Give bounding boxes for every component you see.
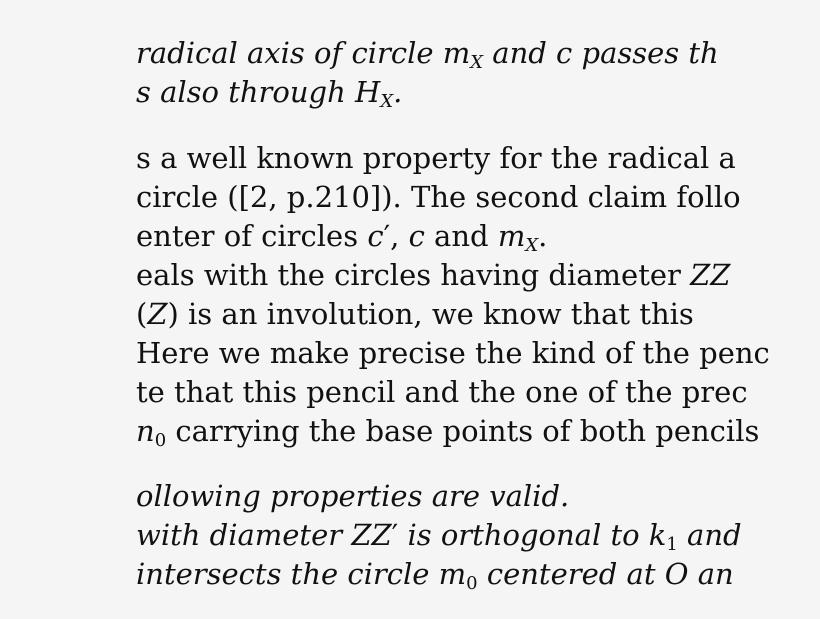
math-symbol: $n_0$ — [136, 414, 167, 451]
text-line — [136, 297, 694, 331]
text-run: enter of circles — [136, 219, 368, 253]
text-run: centered at — [477, 557, 665, 591]
math-symbol: ZZ — [690, 258, 731, 292]
text-run: and — [483, 36, 557, 70]
math-symbol: $m_X$ — [497, 219, 539, 256]
text-run: an — [688, 557, 734, 591]
text-run: is orthogonal to — [398, 518, 649, 552]
text-line — [136, 219, 548, 256]
text-run: . — [538, 219, 548, 253]
text-line — [136, 414, 760, 451]
text-run: and — [424, 219, 498, 253]
math-symbol: $H_X$ — [355, 75, 394, 112]
text-line — [136, 258, 730, 292]
text-run: s also through — [136, 75, 356, 109]
text-excerpt — [136, 32, 770, 594]
math-symbol: $m_X$ — [442, 36, 484, 73]
text-line: Here we make precise the kind of the penc — [136, 336, 770, 370]
text-line — [136, 36, 719, 73]
math-symbol: ZZ′ — [351, 518, 399, 552]
math-symbol: O — [664, 557, 689, 591]
math-symbol: c — [408, 219, 425, 253]
text-line: s a well known property for the radical a — [136, 141, 736, 175]
math-symbol: $m_0$ — [438, 557, 478, 594]
text-run: ( — [136, 297, 148, 331]
text-line: ollowing properties are valid. — [136, 479, 570, 513]
text-run: , — [390, 219, 409, 253]
text-run: with diameter — [136, 518, 352, 552]
text-run: eals with the circles having diameter — [136, 258, 691, 292]
text-run: radical axis of circle — [136, 36, 443, 70]
text-run: passes th — [572, 36, 719, 70]
math-symbol: c′ — [367, 219, 391, 253]
text-run: is an involution, we know that this — [178, 297, 694, 331]
text-line — [136, 75, 403, 112]
text-line — [136, 557, 734, 594]
math-symbol: c — [556, 36, 573, 70]
text-run: and — [677, 518, 742, 552]
text-run: carrying the base points of both pencils — [166, 414, 760, 448]
math-symbol: $k_1$ — [648, 518, 678, 555]
text-run: ) — [167, 297, 179, 331]
text-run: intersects the circle — [136, 557, 439, 591]
text-line: te that this pencil and the one of the prec — [136, 375, 748, 409]
math-symbol: Z — [147, 297, 168, 331]
text-line — [136, 518, 742, 555]
text-line: circle ([2, p.210]). The second claim follo — [136, 180, 741, 214]
text-run: . — [393, 75, 403, 109]
